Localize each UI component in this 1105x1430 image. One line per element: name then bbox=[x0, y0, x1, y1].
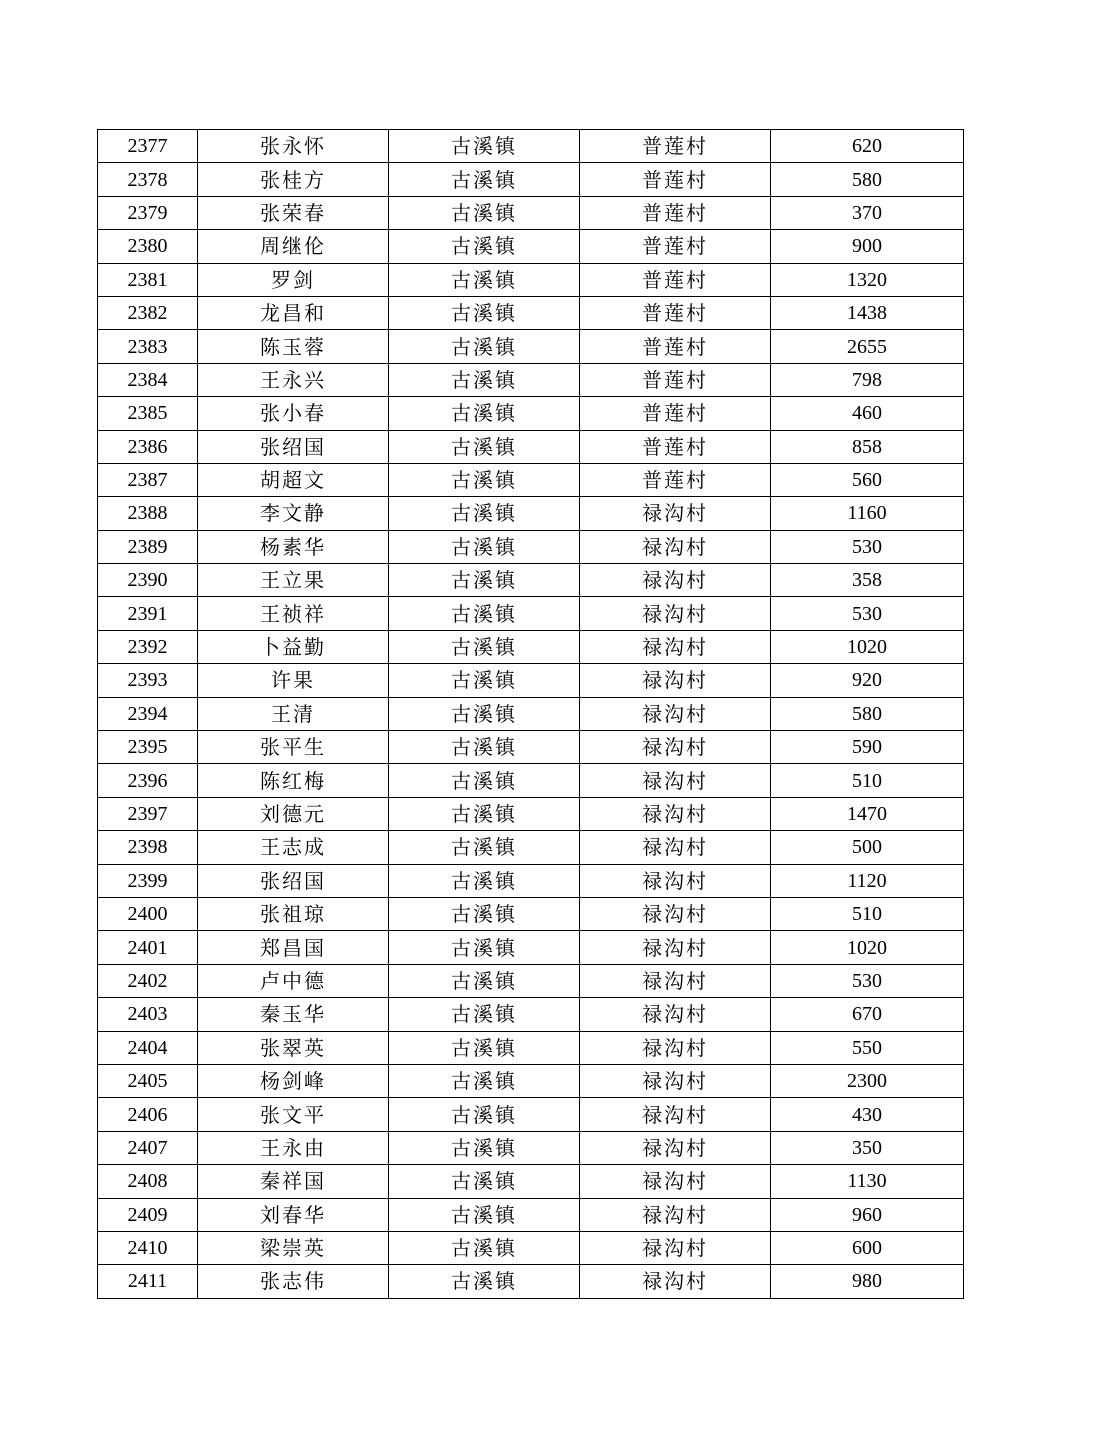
amount-cell: 580 bbox=[771, 163, 964, 196]
village-cell: 普莲村 bbox=[580, 430, 771, 463]
town-cell: 古溪镇 bbox=[389, 230, 580, 263]
town-cell: 古溪镇 bbox=[389, 998, 580, 1031]
serial-number-cell: 2395 bbox=[98, 731, 198, 764]
town-cell: 古溪镇 bbox=[389, 1198, 580, 1231]
amount-cell: 358 bbox=[771, 564, 964, 597]
amount-cell: 1020 bbox=[771, 630, 964, 663]
table-row bbox=[98, 196, 964, 229]
serial-number-cell: 2392 bbox=[98, 630, 198, 663]
town-cell: 古溪镇 bbox=[389, 196, 580, 229]
amount-cell: 620 bbox=[771, 130, 964, 163]
amount-cell: 858 bbox=[771, 430, 964, 463]
town-cell: 古溪镇 bbox=[389, 296, 580, 329]
table-row bbox=[98, 1265, 964, 1298]
serial-number-cell: 2410 bbox=[98, 1231, 198, 1264]
town-cell: 古溪镇 bbox=[389, 797, 580, 830]
village-cell: 禄沟村 bbox=[580, 564, 771, 597]
amount-cell: 530 bbox=[771, 597, 964, 630]
village-cell: 禄沟村 bbox=[580, 1165, 771, 1198]
village-cell: 禄沟村 bbox=[580, 831, 771, 864]
name-cell: 王立果 bbox=[198, 564, 389, 597]
name-cell: 王祯祥 bbox=[198, 597, 389, 630]
name-cell: 郑昌国 bbox=[198, 931, 389, 964]
serial-number-cell: 2384 bbox=[98, 363, 198, 396]
town-cell: 古溪镇 bbox=[389, 1165, 580, 1198]
name-cell: 张永怀 bbox=[198, 130, 389, 163]
table-row bbox=[98, 163, 964, 196]
table-row bbox=[98, 1064, 964, 1097]
town-cell: 古溪镇 bbox=[389, 731, 580, 764]
roster-table bbox=[97, 129, 964, 1299]
amount-cell: 1438 bbox=[771, 296, 964, 329]
town-cell: 古溪镇 bbox=[389, 263, 580, 296]
town-cell: 古溪镇 bbox=[389, 597, 580, 630]
name-cell: 王永兴 bbox=[198, 363, 389, 396]
village-cell: 普莲村 bbox=[580, 397, 771, 430]
amount-cell: 530 bbox=[771, 964, 964, 997]
village-cell: 普莲村 bbox=[580, 330, 771, 363]
table-row bbox=[98, 1165, 964, 1198]
name-cell: 张志伟 bbox=[198, 1265, 389, 1298]
town-cell: 古溪镇 bbox=[389, 1098, 580, 1131]
amount-cell: 580 bbox=[771, 697, 964, 730]
village-cell: 禄沟村 bbox=[580, 897, 771, 930]
town-cell: 古溪镇 bbox=[389, 897, 580, 930]
village-cell: 禄沟村 bbox=[580, 731, 771, 764]
serial-number-cell: 2396 bbox=[98, 764, 198, 797]
village-cell: 禄沟村 bbox=[580, 764, 771, 797]
table-row bbox=[98, 463, 964, 496]
village-cell: 普莲村 bbox=[580, 130, 771, 163]
serial-number-cell: 2405 bbox=[98, 1064, 198, 1097]
amount-cell: 798 bbox=[771, 363, 964, 396]
serial-number-cell: 2390 bbox=[98, 564, 198, 597]
name-cell: 梁崇英 bbox=[198, 1231, 389, 1264]
table-row bbox=[98, 1031, 964, 1064]
village-cell: 禄沟村 bbox=[580, 1131, 771, 1164]
amount-cell: 530 bbox=[771, 530, 964, 563]
serial-number-cell: 2386 bbox=[98, 430, 198, 463]
serial-number-cell: 2401 bbox=[98, 931, 198, 964]
amount-cell: 2300 bbox=[771, 1064, 964, 1097]
name-cell: 张文平 bbox=[198, 1098, 389, 1131]
serial-number-cell: 2399 bbox=[98, 864, 198, 897]
amount-cell: 560 bbox=[771, 463, 964, 496]
amount-cell: 430 bbox=[771, 1098, 964, 1131]
serial-number-cell: 2380 bbox=[98, 230, 198, 263]
amount-cell: 510 bbox=[771, 764, 964, 797]
table-row bbox=[98, 130, 964, 163]
table-row bbox=[98, 697, 964, 730]
table-row bbox=[98, 296, 964, 329]
table-row bbox=[98, 1198, 964, 1231]
table-row bbox=[98, 1098, 964, 1131]
name-cell: 罗剑 bbox=[198, 263, 389, 296]
amount-cell: 980 bbox=[771, 1265, 964, 1298]
amount-cell: 670 bbox=[771, 998, 964, 1031]
name-cell: 刘春华 bbox=[198, 1198, 389, 1231]
serial-number-cell: 2389 bbox=[98, 530, 198, 563]
table-row bbox=[98, 397, 964, 430]
name-cell: 秦祥国 bbox=[198, 1165, 389, 1198]
amount-cell: 350 bbox=[771, 1131, 964, 1164]
amount-cell: 1130 bbox=[771, 1165, 964, 1198]
serial-number-cell: 2409 bbox=[98, 1198, 198, 1231]
village-cell: 禄沟村 bbox=[580, 497, 771, 530]
name-cell: 杨剑峰 bbox=[198, 1064, 389, 1097]
serial-number-cell: 2385 bbox=[98, 397, 198, 430]
table-row bbox=[98, 430, 964, 463]
table-row bbox=[98, 797, 964, 830]
serial-number-cell: 2391 bbox=[98, 597, 198, 630]
name-cell: 周继伦 bbox=[198, 230, 389, 263]
table-row bbox=[98, 263, 964, 296]
town-cell: 古溪镇 bbox=[389, 1265, 580, 1298]
name-cell: 张祖琼 bbox=[198, 897, 389, 930]
town-cell: 古溪镇 bbox=[389, 931, 580, 964]
amount-cell: 1320 bbox=[771, 263, 964, 296]
town-cell: 古溪镇 bbox=[389, 363, 580, 396]
table-row bbox=[98, 230, 964, 263]
town-cell: 古溪镇 bbox=[389, 397, 580, 430]
amount-cell: 1020 bbox=[771, 931, 964, 964]
village-cell: 禄沟村 bbox=[580, 1265, 771, 1298]
roster-table-body bbox=[98, 130, 964, 1299]
serial-number-cell: 2406 bbox=[98, 1098, 198, 1131]
town-cell: 古溪镇 bbox=[389, 964, 580, 997]
amount-cell: 370 bbox=[771, 196, 964, 229]
serial-number-cell: 2381 bbox=[98, 263, 198, 296]
table-row bbox=[98, 964, 964, 997]
name-cell: 刘德元 bbox=[198, 797, 389, 830]
town-cell: 古溪镇 bbox=[389, 564, 580, 597]
village-cell: 禄沟村 bbox=[580, 931, 771, 964]
name-cell: 陈玉蓉 bbox=[198, 330, 389, 363]
name-cell: 杨素华 bbox=[198, 530, 389, 563]
table-row bbox=[98, 530, 964, 563]
serial-number-cell: 2402 bbox=[98, 964, 198, 997]
amount-cell: 460 bbox=[771, 397, 964, 430]
amount-cell: 590 bbox=[771, 731, 964, 764]
village-cell: 禄沟村 bbox=[580, 1064, 771, 1097]
name-cell: 卢中德 bbox=[198, 964, 389, 997]
name-cell: 王永由 bbox=[198, 1131, 389, 1164]
town-cell: 古溪镇 bbox=[389, 497, 580, 530]
town-cell: 古溪镇 bbox=[389, 764, 580, 797]
name-cell: 卜益勤 bbox=[198, 630, 389, 663]
name-cell: 龙昌和 bbox=[198, 296, 389, 329]
village-cell: 禄沟村 bbox=[580, 864, 771, 897]
serial-number-cell: 2388 bbox=[98, 497, 198, 530]
town-cell: 古溪镇 bbox=[389, 831, 580, 864]
serial-number-cell: 2397 bbox=[98, 797, 198, 830]
serial-number-cell: 2377 bbox=[98, 130, 198, 163]
village-cell: 普莲村 bbox=[580, 296, 771, 329]
name-cell: 王志成 bbox=[198, 831, 389, 864]
table-row bbox=[98, 564, 964, 597]
table-row bbox=[98, 931, 964, 964]
serial-number-cell: 2379 bbox=[98, 196, 198, 229]
table-row bbox=[98, 897, 964, 930]
village-cell: 禄沟村 bbox=[580, 797, 771, 830]
name-cell: 张桂方 bbox=[198, 163, 389, 196]
roster-sheet bbox=[97, 129, 963, 1299]
village-cell: 禄沟村 bbox=[580, 964, 771, 997]
table-row bbox=[98, 597, 964, 630]
town-cell: 古溪镇 bbox=[389, 430, 580, 463]
serial-number-cell: 2394 bbox=[98, 697, 198, 730]
table-row bbox=[98, 998, 964, 1031]
table-row bbox=[98, 363, 964, 396]
amount-cell: 1120 bbox=[771, 864, 964, 897]
town-cell: 古溪镇 bbox=[389, 1231, 580, 1264]
town-cell: 古溪镇 bbox=[389, 864, 580, 897]
village-cell: 禄沟村 bbox=[580, 664, 771, 697]
town-cell: 古溪镇 bbox=[389, 664, 580, 697]
name-cell: 王清 bbox=[198, 697, 389, 730]
amount-cell: 600 bbox=[771, 1231, 964, 1264]
town-cell: 古溪镇 bbox=[389, 630, 580, 663]
town-cell: 古溪镇 bbox=[389, 530, 580, 563]
serial-number-cell: 2407 bbox=[98, 1131, 198, 1164]
table-row bbox=[98, 731, 964, 764]
village-cell: 禄沟村 bbox=[580, 998, 771, 1031]
serial-number-cell: 2411 bbox=[98, 1265, 198, 1298]
village-cell: 普莲村 bbox=[580, 463, 771, 496]
table-row bbox=[98, 497, 964, 530]
amount-cell: 920 bbox=[771, 664, 964, 697]
amount-cell: 1160 bbox=[771, 497, 964, 530]
name-cell: 胡超文 bbox=[198, 463, 389, 496]
serial-number-cell: 2383 bbox=[98, 330, 198, 363]
table-row bbox=[98, 1231, 964, 1264]
name-cell: 许果 bbox=[198, 664, 389, 697]
name-cell: 张绍国 bbox=[198, 430, 389, 463]
village-cell: 禄沟村 bbox=[580, 597, 771, 630]
table-row bbox=[98, 630, 964, 663]
table-row bbox=[98, 664, 964, 697]
amount-cell: 500 bbox=[771, 831, 964, 864]
name-cell: 张平生 bbox=[198, 731, 389, 764]
amount-cell: 1470 bbox=[771, 797, 964, 830]
village-cell: 禄沟村 bbox=[580, 1231, 771, 1264]
village-cell: 禄沟村 bbox=[580, 530, 771, 563]
table-row bbox=[98, 1131, 964, 1164]
amount-cell: 960 bbox=[771, 1198, 964, 1231]
town-cell: 古溪镇 bbox=[389, 1031, 580, 1064]
amount-cell: 900 bbox=[771, 230, 964, 263]
name-cell: 李文静 bbox=[198, 497, 389, 530]
amount-cell: 550 bbox=[771, 1031, 964, 1064]
table-row bbox=[98, 764, 964, 797]
serial-number-cell: 2404 bbox=[98, 1031, 198, 1064]
name-cell: 张翠英 bbox=[198, 1031, 389, 1064]
village-cell: 禄沟村 bbox=[580, 630, 771, 663]
village-cell: 普莲村 bbox=[580, 196, 771, 229]
serial-number-cell: 2378 bbox=[98, 163, 198, 196]
town-cell: 古溪镇 bbox=[389, 130, 580, 163]
village-cell: 普莲村 bbox=[580, 363, 771, 396]
serial-number-cell: 2398 bbox=[98, 831, 198, 864]
name-cell: 陈红梅 bbox=[198, 764, 389, 797]
town-cell: 古溪镇 bbox=[389, 1064, 580, 1097]
village-cell: 禄沟村 bbox=[580, 697, 771, 730]
town-cell: 古溪镇 bbox=[389, 463, 580, 496]
town-cell: 古溪镇 bbox=[389, 163, 580, 196]
village-cell: 普莲村 bbox=[580, 263, 771, 296]
table-row bbox=[98, 330, 964, 363]
town-cell: 古溪镇 bbox=[389, 697, 580, 730]
serial-number-cell: 2382 bbox=[98, 296, 198, 329]
serial-number-cell: 2400 bbox=[98, 897, 198, 930]
serial-number-cell: 2408 bbox=[98, 1165, 198, 1198]
table-row bbox=[98, 831, 964, 864]
town-cell: 古溪镇 bbox=[389, 330, 580, 363]
village-cell: 普莲村 bbox=[580, 163, 771, 196]
amount-cell: 510 bbox=[771, 897, 964, 930]
name-cell: 张绍国 bbox=[198, 864, 389, 897]
serial-number-cell: 2403 bbox=[98, 998, 198, 1031]
table-row bbox=[98, 864, 964, 897]
amount-cell: 2655 bbox=[771, 330, 964, 363]
serial-number-cell: 2387 bbox=[98, 463, 198, 496]
village-cell: 禄沟村 bbox=[580, 1198, 771, 1231]
village-cell: 禄沟村 bbox=[580, 1031, 771, 1064]
village-cell: 禄沟村 bbox=[580, 1098, 771, 1131]
serial-number-cell: 2393 bbox=[98, 664, 198, 697]
town-cell: 古溪镇 bbox=[389, 1131, 580, 1164]
name-cell: 秦玉华 bbox=[198, 998, 389, 1031]
name-cell: 张小春 bbox=[198, 397, 389, 430]
village-cell: 普莲村 bbox=[580, 230, 771, 263]
name-cell: 张荣春 bbox=[198, 196, 389, 229]
